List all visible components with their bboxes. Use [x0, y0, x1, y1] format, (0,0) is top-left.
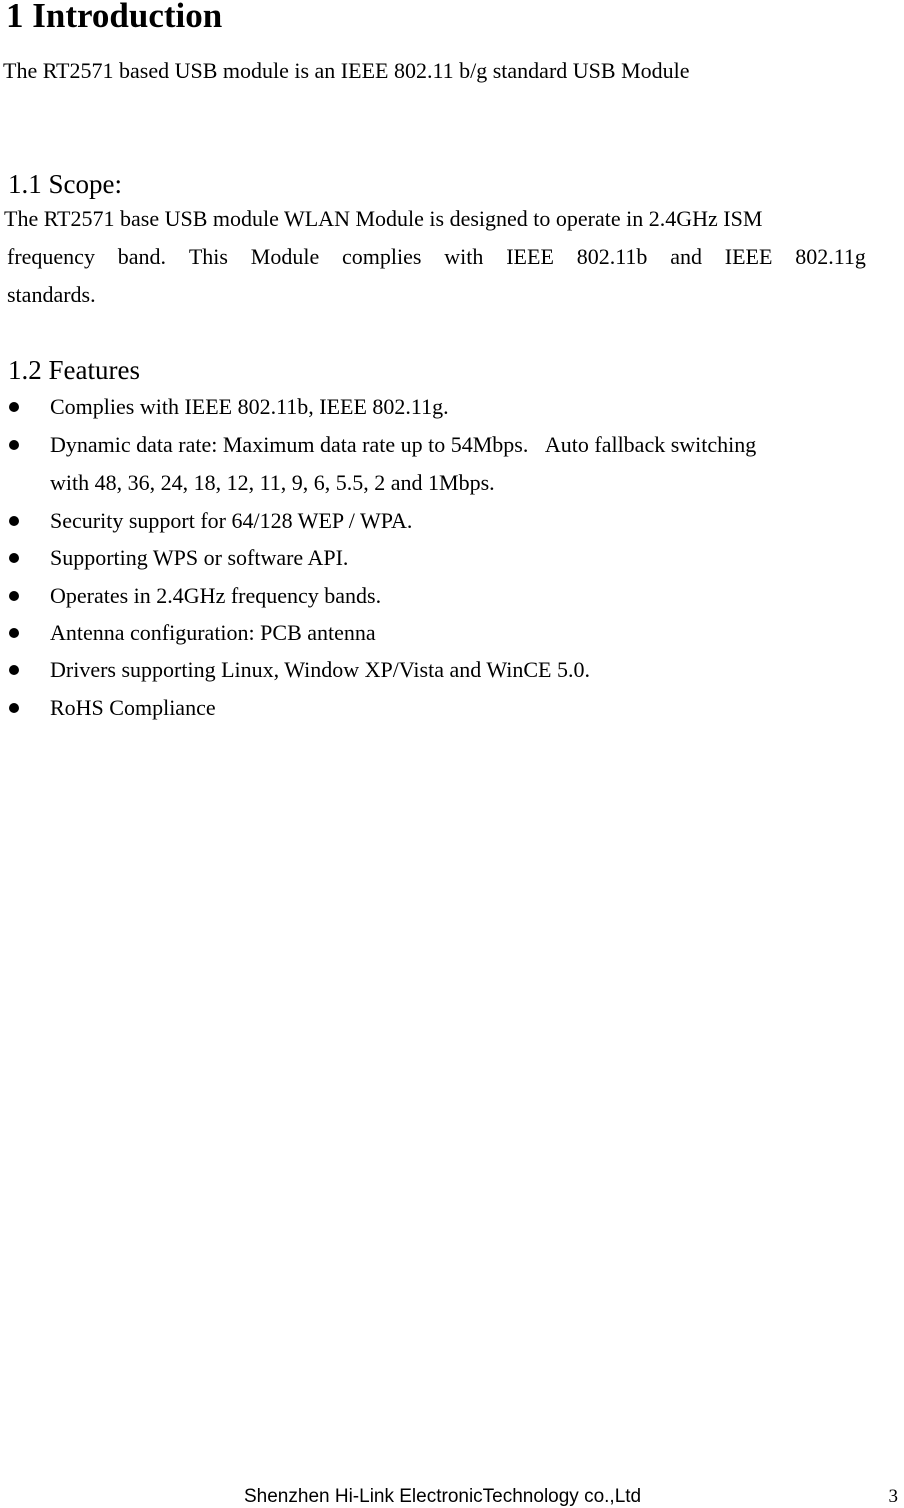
bullet-icon: [9, 402, 19, 412]
feature-item: [0, 583, 904, 609]
scope-word: IEEE: [724, 244, 773, 269]
feature-text-continuation: with 48, 36, 24, 18, 12, 11, 9, 6, 5.5, 2 and 1Mbps.: [50, 470, 495, 495]
scope-word: 802.11g: [795, 244, 866, 269]
bullet-icon: [9, 628, 19, 638]
scope-word: IEEE: [506, 244, 554, 269]
feature-text: Operates in 2.4GHz frequency bands.: [50, 583, 382, 608]
scope-word: This: [188, 244, 228, 269]
feature-text: Antenna configuration: PCB antenna: [50, 620, 376, 645]
bullet-icon: [9, 591, 19, 601]
scope-word: and: [670, 244, 702, 269]
scope-word: complies: [342, 244, 422, 269]
feature-text: Supporting WPS or software API.: [50, 545, 349, 570]
intro-paragraph: The RT2571 based USB module is an IEEE 802.11 b/g standard USB Module: [3, 58, 690, 83]
bullet-icon: [9, 665, 19, 675]
feature-item: [0, 620, 904, 646]
feature-text: Dynamic data rate: Maximum data rate up to 54Mbps. Auto fallback switching: [50, 432, 757, 457]
section-heading-introduction: 1 Introduction: [6, 0, 223, 35]
feature-item: [0, 508, 904, 534]
scope-word: band.: [117, 244, 167, 269]
feature-text: Complies with IEEE 802.11b, IEEE 802.11g.: [50, 394, 449, 419]
scope-word: 802.11b: [576, 244, 648, 269]
feature-item: [0, 695, 904, 721]
feature-item: [0, 394, 904, 420]
footer-company: Shenzhen Hi-Link ElectronicTechnology co.,Ltd: [244, 1486, 642, 1507]
section-heading-scope: 1.1 Scope:: [8, 169, 122, 199]
scope-line-2: [7, 244, 866, 270]
feature-text: Drivers supporting Linux, Window XP/Vista and WinCE 5.0.: [50, 657, 590, 682]
scope-word: frequency: [7, 244, 95, 269]
bullet-icon: [9, 516, 19, 526]
feature-item: [0, 432, 904, 458]
section-heading-features: 1.2 Features: [8, 355, 140, 385]
bullet-icon: [9, 703, 19, 713]
scope-line-1: The RT2571 base USB module WLAN Module is designed to operate in 2.4GHz ISM: [4, 206, 763, 231]
feature-text: Security support for 64/128 WEP / WPA.: [50, 508, 413, 533]
bullet-icon: [9, 553, 19, 563]
feature-text: RoHS Compliance: [50, 695, 216, 720]
feature-item: [0, 657, 904, 683]
page-number: 3: [888, 1486, 898, 1507]
feature-item: [0, 545, 904, 571]
bullet-icon: [9, 440, 19, 450]
scope-word: Module: [250, 244, 320, 269]
scope-word: with: [444, 244, 484, 269]
scope-line-3: standards.: [7, 282, 96, 307]
